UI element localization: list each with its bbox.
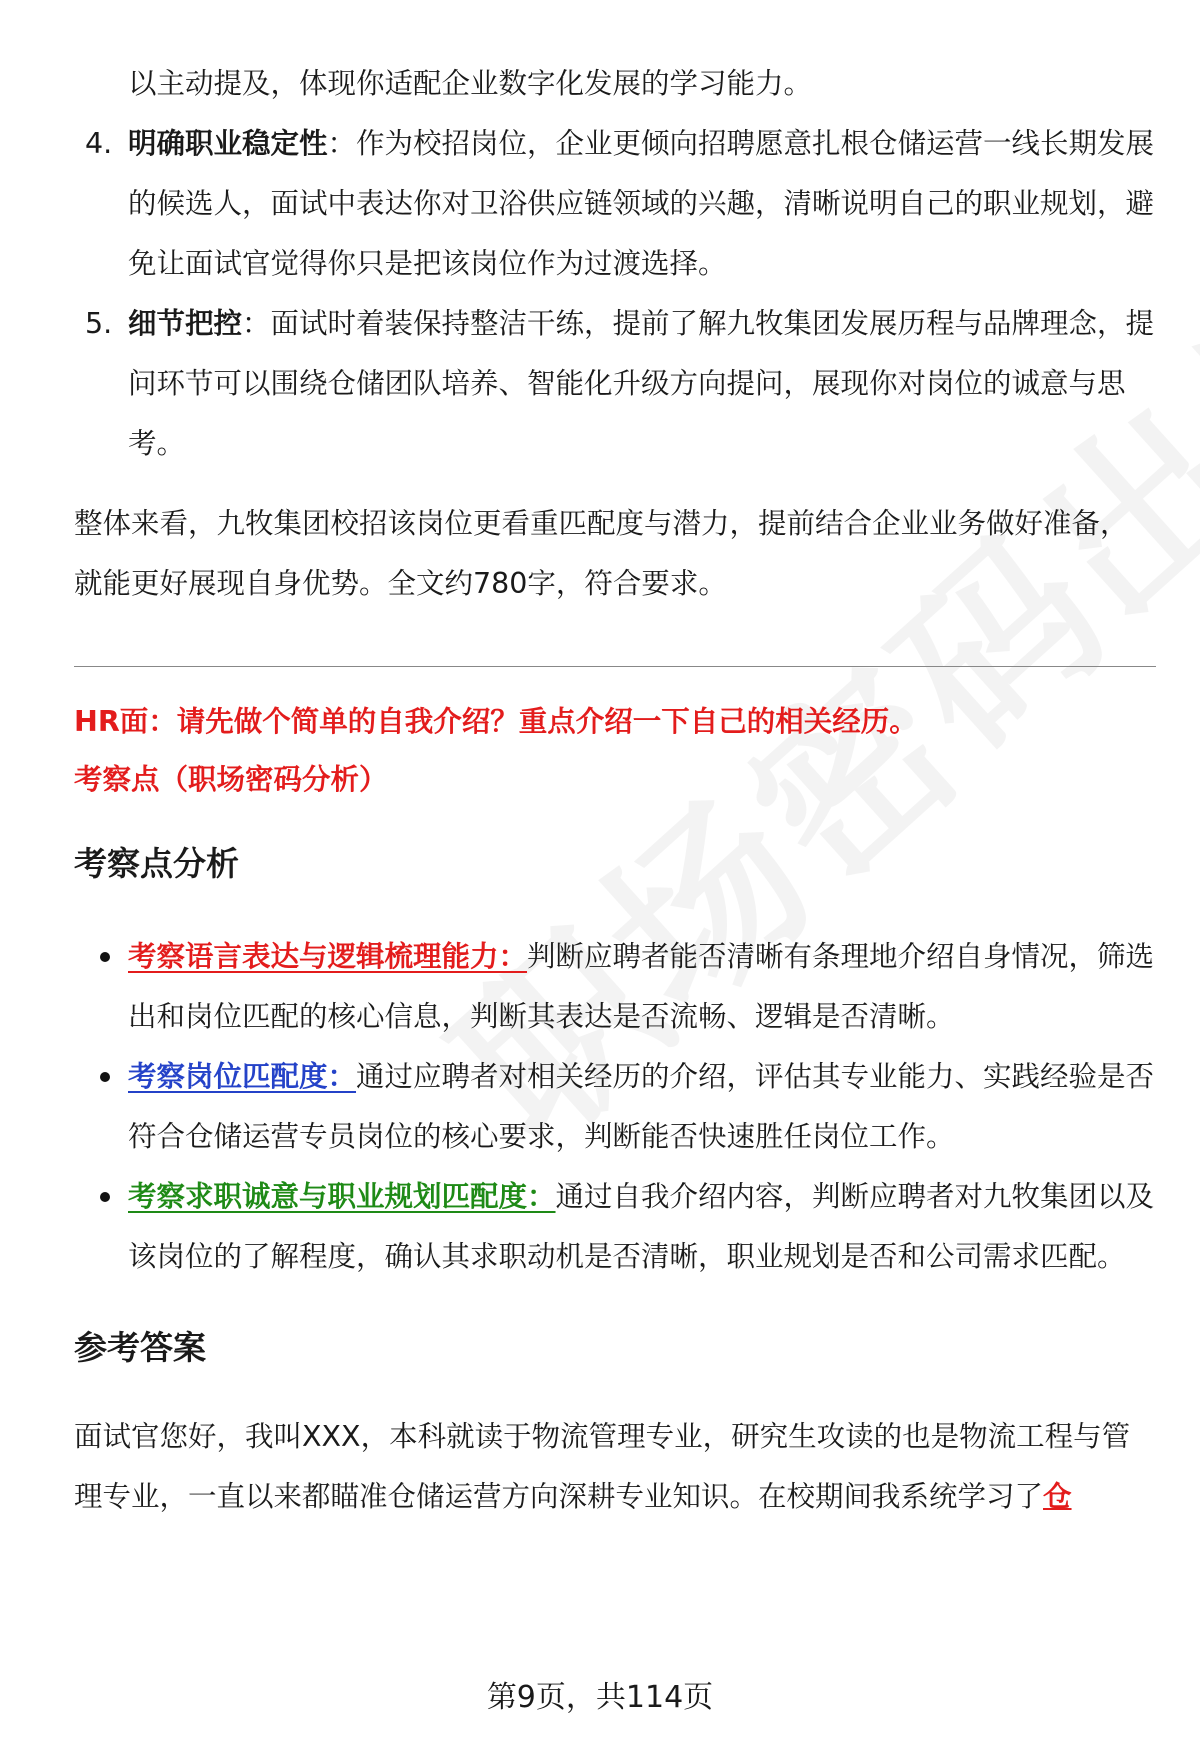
list-continuation: 以主动提及，体现你适配企业数字化发展的学习能力。 <box>128 67 813 100</box>
bullet-dot <box>100 1192 110 1202</box>
answer-text: 面试官您好，我叫XXX，本科就读于物流管理专业，研究生攻读的也是物流工程与管理专业，一直以来都瞄准仓储运营方向深耕专业知识。在校期间我系统学习了 <box>74 1420 1131 1513</box>
bullet-text: 判断应聘者能否清晰有条理地介绍自身情况，筛选出和岗位匹配的核心信息，判断其表达是否流畅、逻辑是否清晰。 <box>128 940 1155 1033</box>
list-number: 4. <box>85 127 113 160</box>
bullet-text: 通过自我介绍内容，判断应聘者对九牧集团以及该岗位的了解程度，确认其求职动机是否清晰，职业规划是否和公司需求匹配。 <box>128 1180 1155 1273</box>
document-page <box>74 0 1156 1527</box>
bullet-text: 通过应聘者对相关经历的介绍，评估其专业能力、实践经验是否符合仓储运营专员岗位的核心要求，判断能否快速胜任岗位工作。 <box>128 1060 1155 1153</box>
bullet-item <box>74 1167 1156 1287</box>
bullet-list <box>74 927 1156 1287</box>
bullet-item <box>74 1047 1156 1167</box>
numbered-list <box>74 114 1156 474</box>
bullet-title: 考察岗位匹配度： <box>128 1060 357 1093</box>
list-number: 5. <box>85 307 113 340</box>
list-item-text: ：面试时着装保持整洁干练，提前了解九牧集团发展历程与品牌理念，提问环节可以围绕仓储团队培养、智能化升级方向提问，展现你对岗位的诚意与思考。 <box>128 307 1155 460</box>
section-divider <box>74 666 1156 667</box>
answer-heading: 参考答案 <box>74 1328 206 1367</box>
summary-paragraph: 整体来看，九牧集团校招该岗位更看重匹配度与潜力，提前结合企业业务做好准备，就能更好展现自身优势。全文约780字，符合要求。 <box>74 507 1129 600</box>
bullet-item <box>74 927 1156 1047</box>
page-footer: 第9页，共114页 <box>486 1680 714 1715</box>
analysis-heading: 考察点分析 <box>74 844 239 883</box>
list-item-text: ：作为校招岗位，企业更倾向招聘愿意扎根仓储运营一线长期发展的候选人，面试中表达你对卫浴供应链领域的兴趣，清晰说明自己的职业规划，避免让面试官觉得你只是把该岗位作为过渡选择。 <box>128 127 1155 280</box>
list-item-title: 细节把控 <box>128 307 243 340</box>
bullet-title: 考察语言表达与逻辑梳理能力： <box>128 940 528 973</box>
bullet-dot <box>100 1072 110 1082</box>
bullet-dot <box>100 952 110 962</box>
answer-paragraph <box>74 1407 1156 1527</box>
interview-question: HR面：请先做个简单的自我介绍？重点介绍一下自己的相关经历。 <box>74 705 918 738</box>
list-item-title: 明确职业稳定性 <box>128 127 328 160</box>
answer-highlight: 仓 <box>1043 1480 1072 1513</box>
points-label: 考察点（职场密码分析） <box>74 763 388 796</box>
list-item-4 <box>74 114 1156 294</box>
list-item-5 <box>74 294 1156 474</box>
bullet-title: 考察求职诚意与职业规划匹配度： <box>128 1180 556 1213</box>
